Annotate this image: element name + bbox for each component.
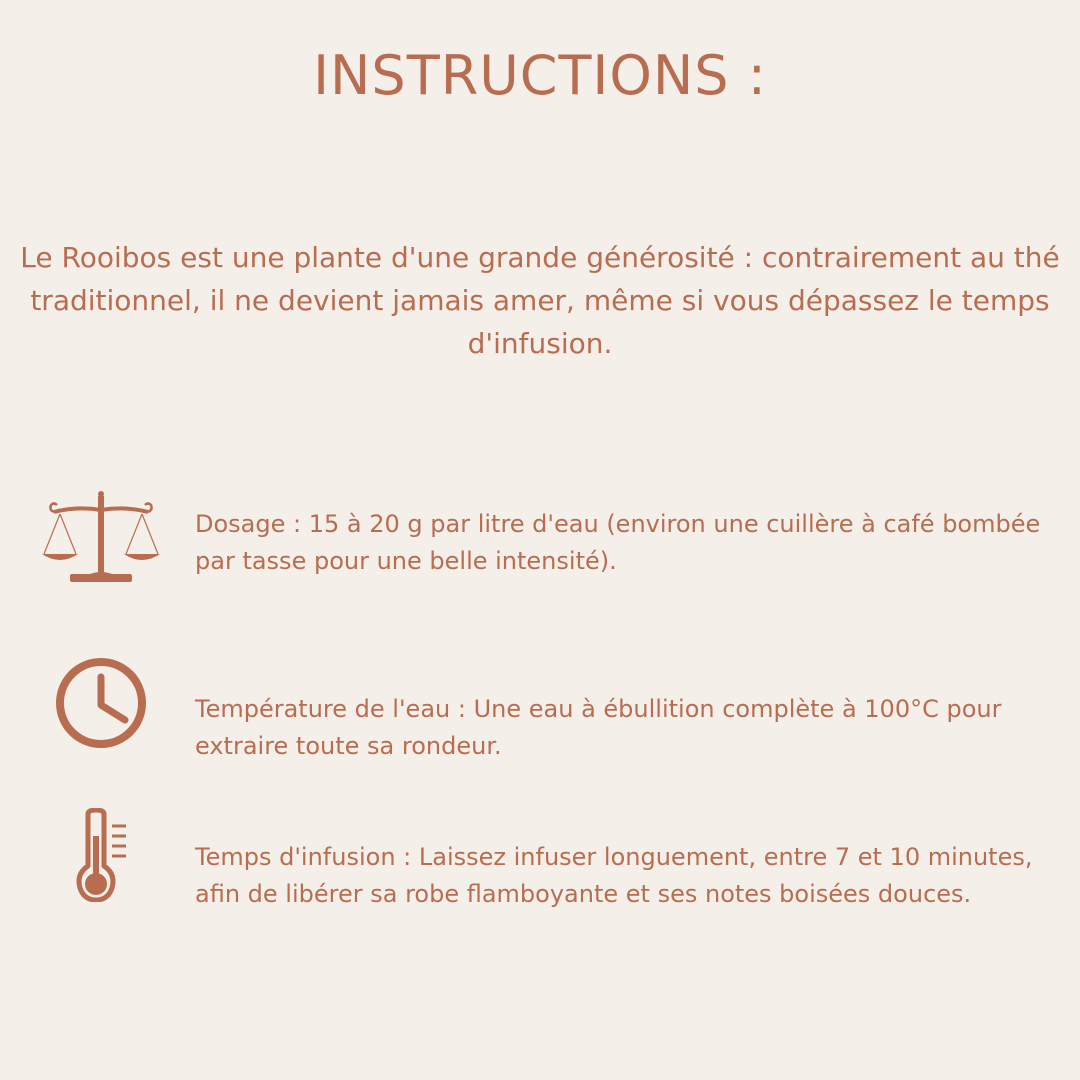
page-title: INSTRUCTIONS : bbox=[313, 44, 767, 107]
step-infusion-time-text: Temps d'infusion : Laissez infuser longuement, entre 7 et 10 minutes, afin de libérer sa robe flamboyante et ses notes boisées douces. bbox=[195, 843, 1033, 908]
intro-paragraph: Le Rooibos est une plante d'une grande générosité : contrairement au thé traditionnel, il ne devient jamais amer, même si vous dépassez le temps d'infusion. bbox=[20, 241, 1060, 360]
scale-icon bbox=[40, 490, 162, 586]
thermometer-icon bbox=[72, 808, 132, 902]
clock-icon bbox=[55, 657, 147, 749]
step-dosage-text: Dosage : 15 à 20 g par litre d'eau (environ une cuillère à café bombée par tasse pour une belle intensité). bbox=[195, 510, 1041, 575]
step-temperature-text: Température de l'eau : Une eau à ébullition complète à 100°C pour extraire toute sa rondeur. bbox=[195, 695, 1002, 760]
